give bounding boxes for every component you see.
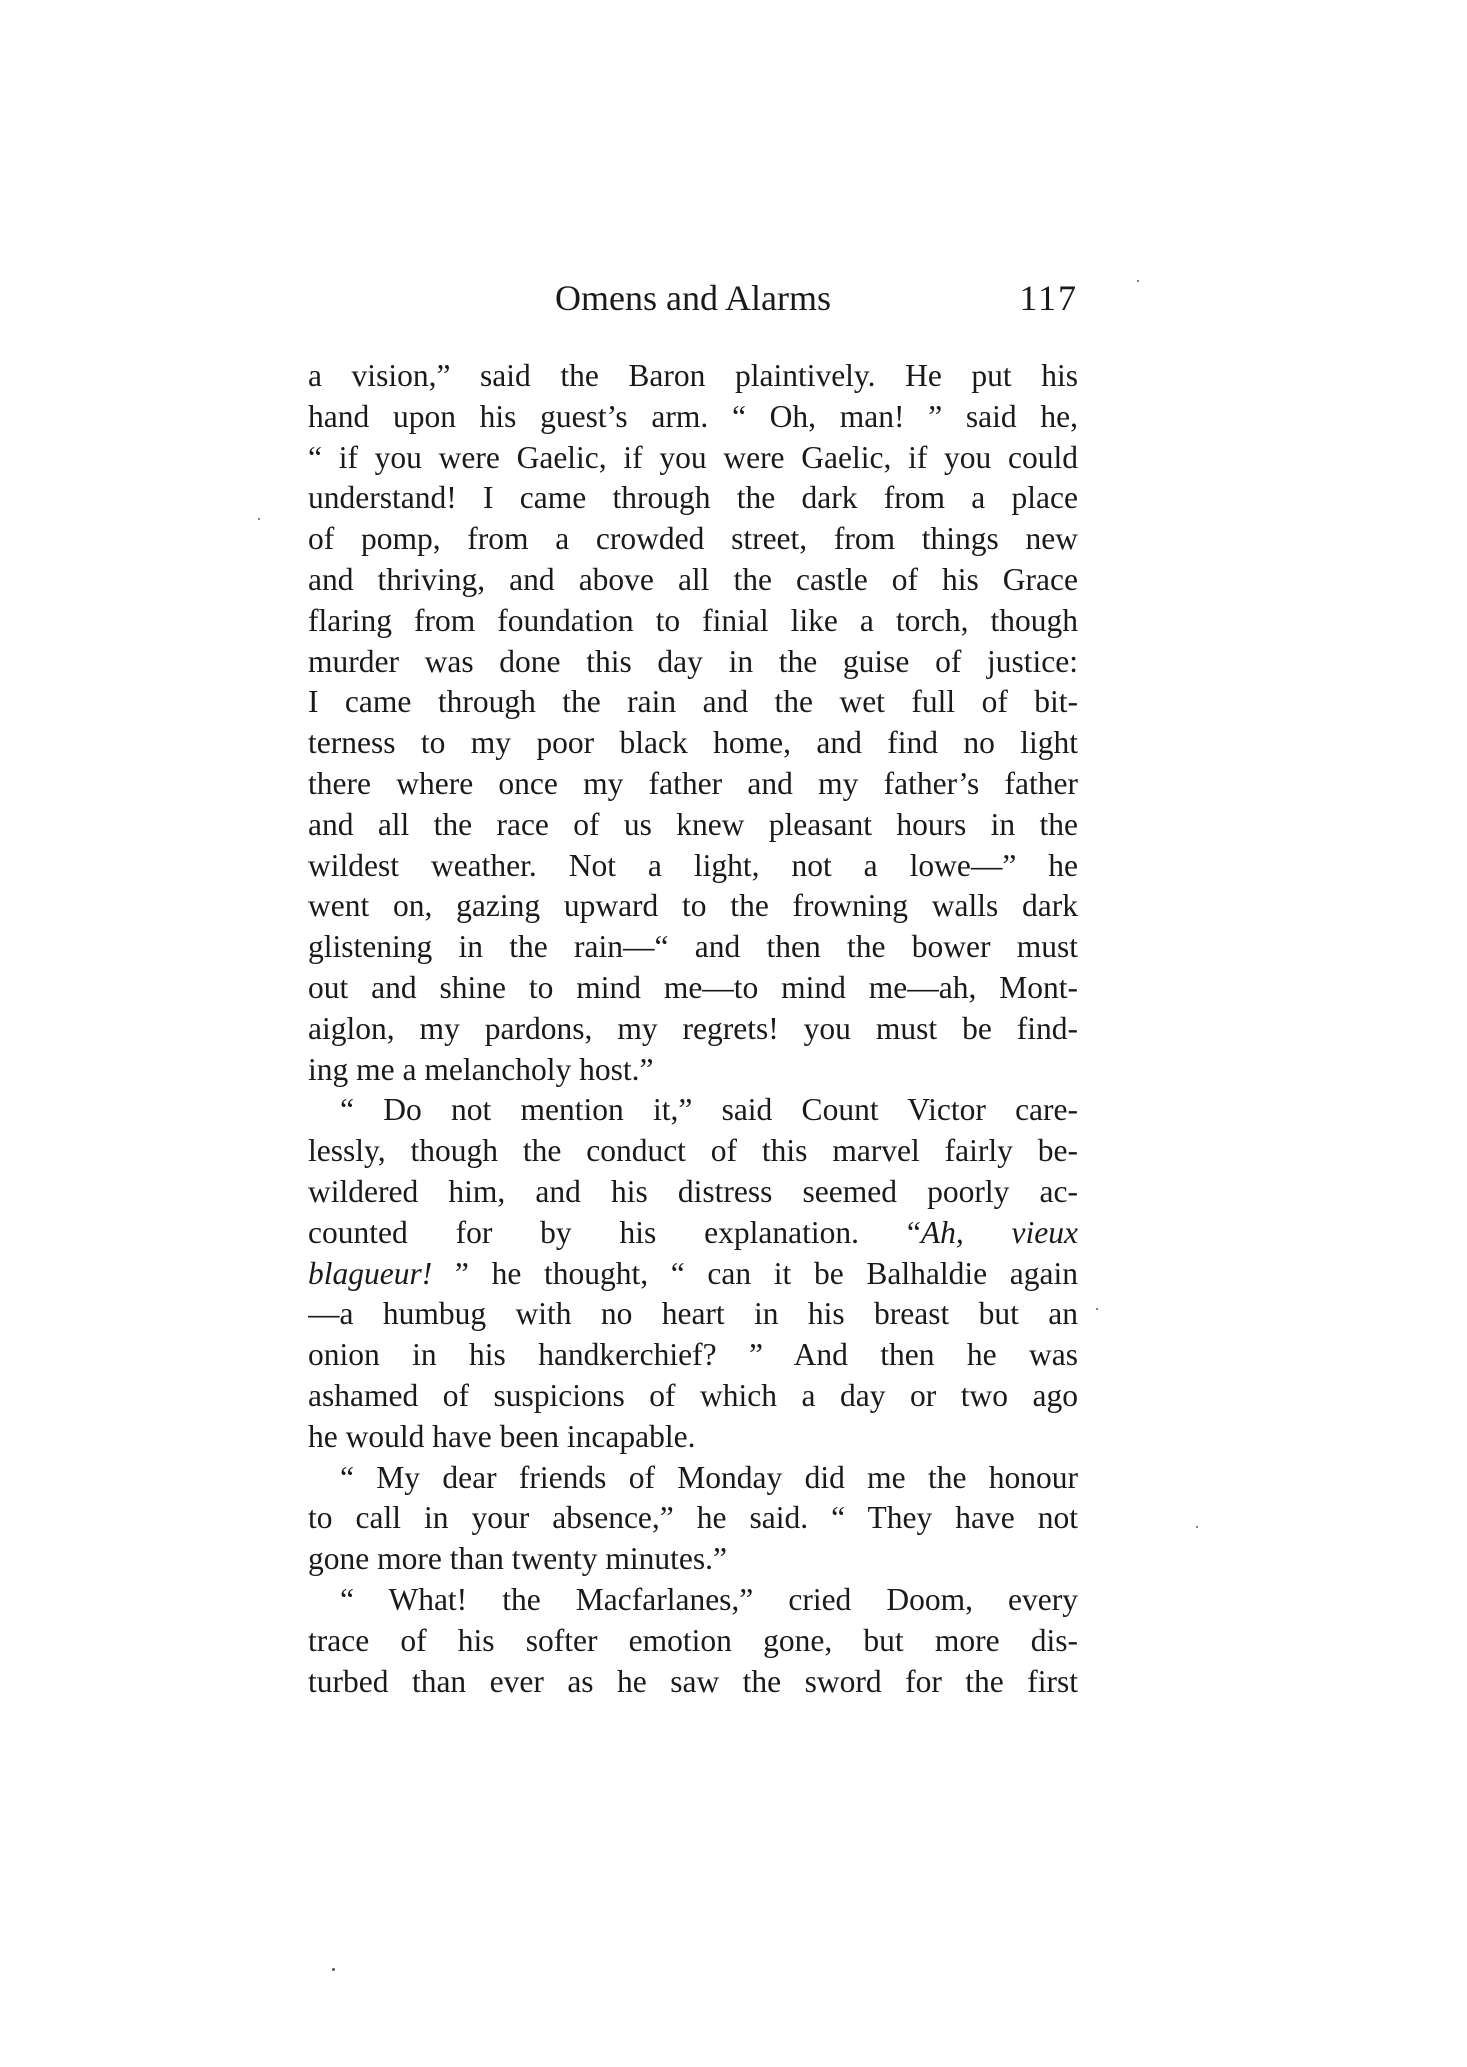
text-line-with-italic bbox=[308, 1254, 1078, 1295]
scan-speck bbox=[332, 1968, 335, 1971]
text-line: wildered him, and his distress seemed poorly ac- bbox=[308, 1173, 1078, 1209]
text-line: flaring from foundation to finial like a torch, though bbox=[308, 602, 1078, 638]
text-line: understand! I came through the dark from a place bbox=[308, 480, 1078, 516]
text-line: lessly, though the conduct of this marvel fairly be- bbox=[308, 1133, 1078, 1169]
text-line: “ if you were Gaelic, if you were Gaelic, if you could bbox=[308, 439, 1078, 475]
running-title: Omens and Alarms bbox=[555, 278, 831, 318]
scan-speck bbox=[1137, 280, 1139, 282]
text-segment: ” he thought, “ can it be Balhaldie again bbox=[432, 1255, 1078, 1291]
text-line-with-italic bbox=[308, 1213, 1078, 1254]
text-line: ing me a melancholy host.” bbox=[308, 1051, 654, 1087]
page-header bbox=[308, 268, 1078, 328]
text-line: to call in your absence,” he said. “ They have not bbox=[308, 1500, 1078, 1536]
paragraph-start-line: “ My dear friends of Monday did me the honour bbox=[340, 1459, 1078, 1495]
italic-segment: Ah, vieux bbox=[920, 1214, 1078, 1250]
body-text bbox=[308, 356, 1078, 1702]
paragraph-start-line: “ What! the Macfarlanes,” cried Doom, every bbox=[340, 1581, 1078, 1617]
text-line: of pomp, from a crowded street, from things new bbox=[308, 521, 1078, 557]
text-line: trace of his softer emotion gone, but more dis- bbox=[308, 1622, 1078, 1658]
text-line: he would have been incapable. bbox=[308, 1418, 696, 1454]
text-line: onion in his handkerchief? ” And then he was bbox=[308, 1337, 1078, 1373]
text-line: a vision,” said the Baron plaintively. He put his bbox=[308, 358, 1078, 393]
scan-speck bbox=[1096, 1308, 1098, 1310]
text-line: out and shine to mind me—to mind me—ah, Mont- bbox=[308, 969, 1078, 1005]
text-line: murder was done this day in the guise of justice: bbox=[308, 643, 1078, 679]
text-line: gone more than twenty minutes.” bbox=[308, 1541, 728, 1577]
text-line: there where once my father and my father’s father bbox=[308, 765, 1078, 801]
italic-segment: blagueur! bbox=[308, 1255, 433, 1291]
page-number: 117 bbox=[1019, 278, 1078, 318]
text-line: and thriving, and above all the castle of his Grace bbox=[308, 561, 1078, 597]
text-line: terness to my poor black home, and find no light bbox=[308, 725, 1078, 761]
text-line: hand upon his guest’s arm. “ Oh, man! ” said he, bbox=[308, 398, 1078, 434]
text-line: ashamed of suspicions of which a day or two ago bbox=[308, 1377, 1078, 1413]
scan-speck bbox=[258, 518, 260, 520]
text-line: and all the race of us knew pleasant hours in the bbox=[308, 806, 1078, 842]
text-line: turbed than ever as he saw the sword for the first bbox=[308, 1663, 1078, 1699]
text-line: glistening in the rain—“ and then the bower must bbox=[308, 929, 1078, 965]
text-line: —a humbug with no heart in his breast but an bbox=[308, 1296, 1078, 1332]
text-line: wildest weather. Not a light, not a lowe—” he bbox=[308, 847, 1078, 883]
text-line: I came through the rain and the wet full of bit- bbox=[308, 684, 1078, 720]
paragraph-start-line: “ Do not mention it,” said Count Victor care- bbox=[340, 1092, 1078, 1128]
scan-speck bbox=[1196, 1526, 1198, 1528]
text-segment: counted for by his explanation. “ bbox=[308, 1214, 921, 1250]
text-line: went on, gazing upward to the frowning walls dark bbox=[308, 888, 1078, 924]
text-line: aiglon, my pardons, my regrets! you must be find- bbox=[308, 1010, 1078, 1046]
